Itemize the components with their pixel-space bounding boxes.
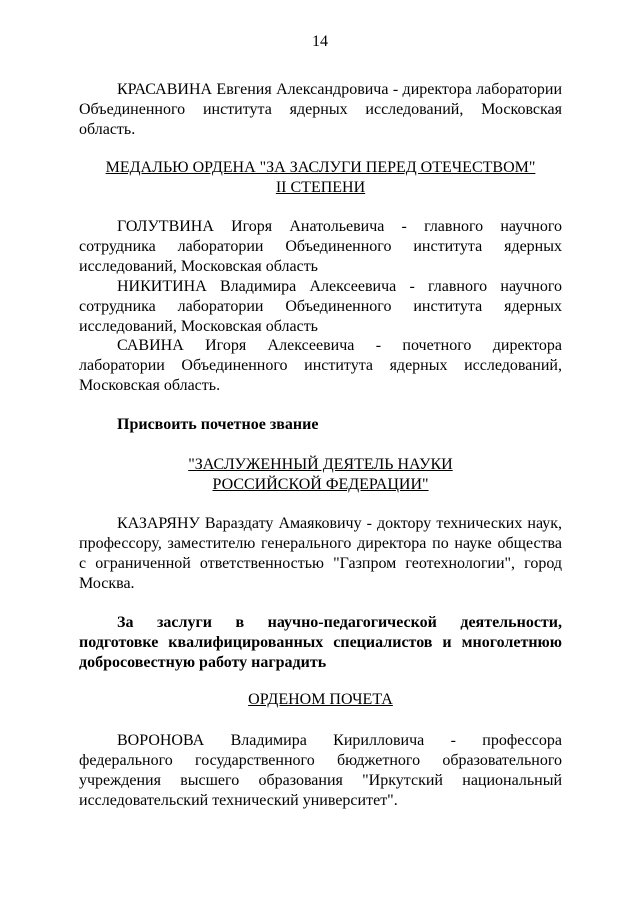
award-entry-kazaryan: КАЗАРЯНУ Вараздату Амаяковичу - доктору технических наук, профессору, заместителю генерального директора по науке общества с ограниченной ответственностью "Газпром геотехнологии", город Москва.: [79, 515, 562, 592]
award-entry-krasavin: КРАСАВИНА Евгения Александровича - директора лаборатории Объединенного института ядерных исследований, Московская область.: [79, 81, 562, 138]
honorary-title-intro: Присвоить почетное звание: [117, 416, 319, 433]
award-heading-order-honor: [79, 690, 562, 710]
award-heading-honored-scientist-line2: РОССИЙСКОЙ ФЕДЕРАЦИИ": [212, 476, 429, 493]
award-heading-order-honor-line1: ОРДЕНОМ ПОЧЕТА: [248, 691, 393, 708]
award-entry-golutvin: ГОЛУТВИНА Игоря Анатольевича - главного научного сотрудника лаборатории Объединенного института ядерных исследований, Московская область: [79, 218, 562, 275]
award-entry-voronov: ВОРОНОВА Владимира Кирилловича - профессора федерального государственного бюджетного образовательного учреждения высшего образования "Иркутский национальный исследовательский технический университет".: [79, 732, 562, 809]
award-entry-nikitin: НИКИТИНА Владимира Алексеевича - главного научного сотрудника лаборатории Объединенного института ядерных исследований, Московская область: [79, 278, 562, 335]
award-heading-honored-scientist-line1: "ЗАСЛУЖЕННЫЙ ДЕЯТЕЛЬ НАУКИ: [188, 456, 453, 473]
award-heading-medal-line1: МЕДАЛЬЮ ОРДЕНА "ЗА ЗАСЛУГИ ПЕРЕД ОТЕЧЕСТВОМ": [105, 159, 536, 176]
award-heading-medal-line2: II СТЕПЕНИ: [275, 179, 366, 196]
merit-award-intro: За заслуги в научно-педагогической деятельности, подготовке квалифицированных специалистов и многолетнюю добросовестную работу наградить: [79, 614, 562, 671]
page-number: 14: [312, 33, 328, 50]
award-heading-honored-scientist: [79, 455, 562, 495]
award-heading-medal: [79, 158, 562, 198]
award-entry-savin: САВИНА Игоря Алексеевича - почетного директора лаборатории Объединенного института ядерных исследований, Московская область.: [79, 337, 562, 394]
